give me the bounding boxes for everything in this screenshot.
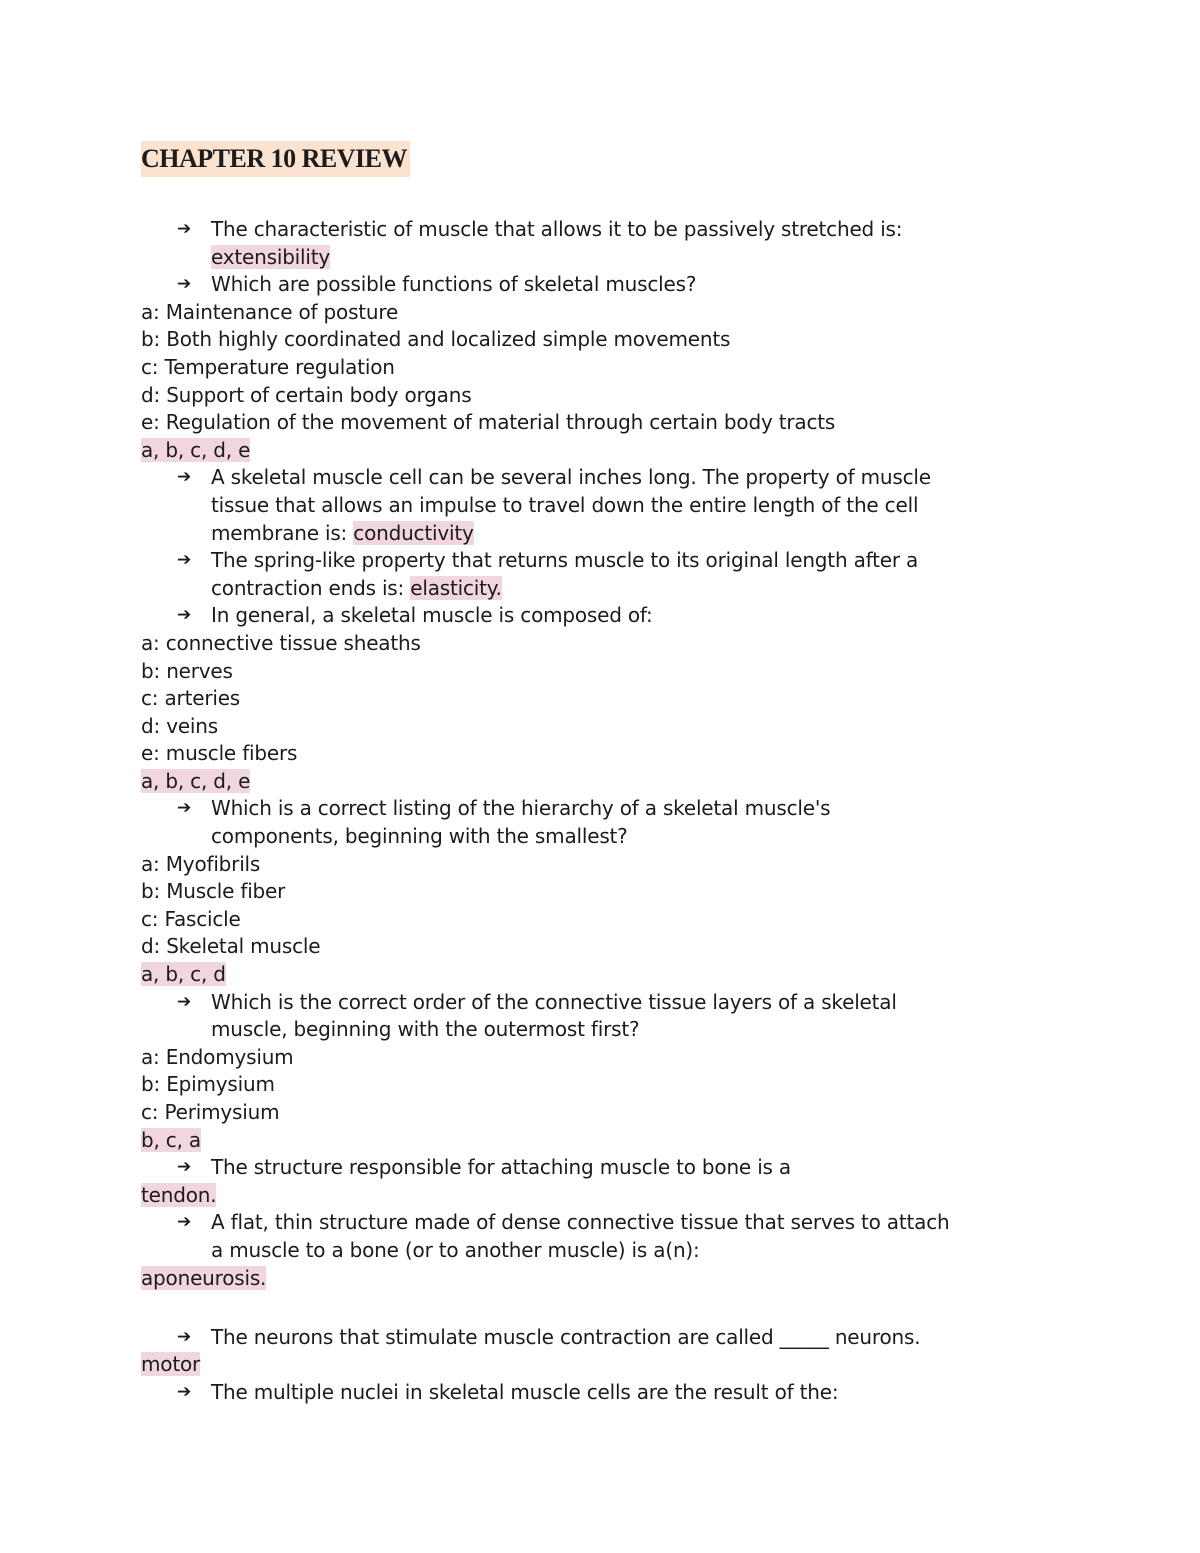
question-text: A skeletal muscle cell can be several inches long. The property of muscle: [211, 465, 931, 490]
question-item: [141, 547, 1071, 602]
answer-option: b: Both highly coordinated and localized simple movements: [141, 327, 731, 352]
page-title: CHAPTER 10 REVIEW: [141, 141, 410, 177]
question-text: Which is the correct order of the connective tissue layers of a skeletal: [211, 989, 897, 1014]
question-text: In general, a skeletal muscle is composed of:: [211, 603, 653, 628]
arrow-bullet-icon: ➔: [177, 798, 192, 819]
answer-highlight: extensibility: [211, 244, 331, 269]
question-item: [141, 1324, 1071, 1352]
question-item: [141, 989, 1071, 1044]
question-item: [141, 464, 1071, 547]
question-item: [141, 1154, 1071, 1182]
document-body: [141, 216, 1071, 1407]
answer-highlight: b, c, a: [141, 1127, 201, 1152]
arrow-bullet-icon: ➔: [177, 550, 192, 571]
answer-option: a: connective tissue sheaths: [141, 630, 421, 655]
answer-option: a: Maintenance of posture: [141, 299, 399, 324]
question-text: Which are possible functions of skeletal muscles?: [211, 272, 697, 297]
question-text: The neurons that stimulate muscle contraction are called _____ neurons.: [211, 1324, 921, 1349]
answer-option: d: Support of certain body organs: [141, 382, 472, 407]
question-text: contraction ends is:: [211, 575, 405, 600]
arrow-bullet-icon: ➔: [177, 467, 192, 488]
answer-option: c: arteries: [141, 686, 241, 711]
answer-option: a: Endomysium: [141, 1044, 294, 1069]
question-text: membrane is:: [211, 520, 348, 545]
answer-highlight: a, b, c, d, e: [141, 437, 251, 462]
question-text: The characteristic of muscle that allows it to be passively stretched is:: [211, 217, 903, 241]
question-item: [141, 1209, 1071, 1264]
blank-line: [141, 1292, 1071, 1324]
arrow-bullet-icon: ➔: [177, 1157, 192, 1178]
question-text: The structure responsible for attaching muscle to bone is a: [211, 1155, 791, 1180]
answer-option: b: Muscle fiber: [141, 879, 286, 904]
arrow-bullet-icon: ➔: [177, 1212, 192, 1233]
arrow-bullet-icon: ➔: [177, 991, 192, 1012]
question-item: [141, 216, 1071, 271]
answer-option: e: muscle fibers: [141, 741, 298, 766]
answer-option: c: Fascicle: [141, 906, 241, 931]
answer-option: d: Skeletal muscle: [141, 934, 321, 959]
question-item: [141, 602, 1071, 630]
arrow-bullet-icon: ➔: [177, 219, 192, 239]
answer-option: b: Epimysium: [141, 1072, 275, 1097]
answer-highlight: a, b, c, d, e: [141, 768, 251, 793]
arrow-bullet-icon: ➔: [177, 605, 192, 626]
question-text: tissue that allows an impulse to travel down the entire length of the cell: [211, 492, 919, 517]
answer-option: a: Myofibrils: [141, 851, 261, 876]
answer-highlight: tendon.: [141, 1182, 217, 1207]
answer-option: b: nerves: [141, 658, 233, 683]
answer-highlight: conductivity: [353, 520, 474, 545]
question-text: a muscle to a bone (or to another muscle) is a(n):: [211, 1237, 700, 1262]
answer-option: c: Temperature regulation: [141, 354, 395, 379]
answer-highlight: motor: [141, 1352, 201, 1377]
answer-option: c: Perimysium: [141, 1100, 280, 1124]
answer-highlight: a, b, c, d: [141, 962, 226, 987]
question-text: muscle, beginning with the outermost first?: [211, 1017, 640, 1042]
answer-highlight: aponeurosis.: [141, 1265, 267, 1290]
answer-highlight: elasticity.: [410, 575, 502, 600]
question-text: Which is a correct listing of the hierarchy of a skeletal muscle's: [211, 796, 831, 821]
answer-option: e: Regulation of the movement of material through certain body tracts: [141, 410, 836, 435]
question-item: [141, 795, 1071, 850]
arrow-bullet-icon: ➔: [177, 1326, 192, 1347]
document-page: [141, 141, 1071, 1407]
question-item: [141, 271, 1071, 299]
question-item: [141, 1379, 1071, 1407]
arrow-bullet-icon: ➔: [177, 274, 192, 295]
question-text: The spring-like property that returns muscle to its original length after a: [211, 548, 919, 573]
answer-option: d: veins: [141, 713, 218, 738]
question-text: A flat, thin structure made of dense connective tissue that serves to attach: [211, 1210, 950, 1235]
question-text: components, beginning with the smallest?: [211, 824, 628, 849]
arrow-bullet-icon: ➔: [177, 1381, 192, 1402]
question-text: The multiple nuclei in skeletal muscle cells are the result of the:: [211, 1379, 839, 1404]
